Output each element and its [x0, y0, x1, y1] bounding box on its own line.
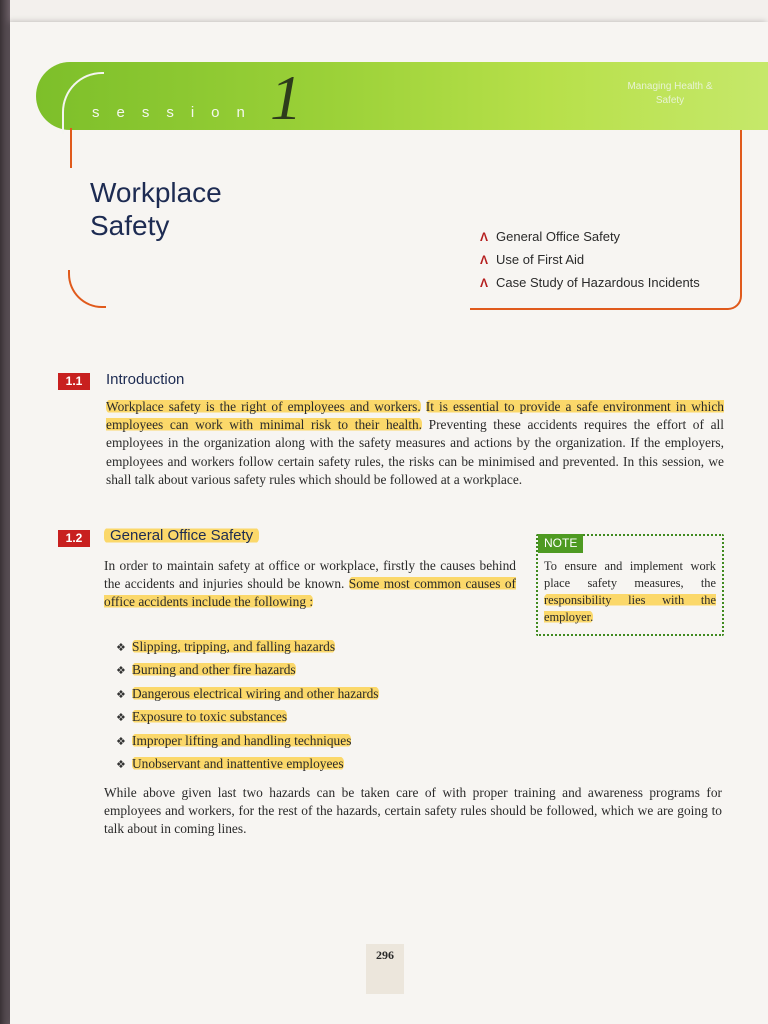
- section-heading: General Office Safety: [104, 527, 259, 544]
- highlight: Workplace safety is the right of employees and workers.: [106, 399, 421, 414]
- highlight: responsibility lies with the employer.: [544, 593, 716, 624]
- session-word: session: [92, 104, 262, 121]
- list-item: ❖ Dangerous electrical wiring and other hazards: [116, 683, 379, 706]
- diamond-bullet-icon: ❖: [116, 734, 126, 748]
- caret-icon: Λ: [480, 276, 489, 290]
- diamond-bullet-icon: ❖: [116, 711, 126, 725]
- hazards-list: [116, 636, 379, 776]
- highlight: Some most common causes of office accidents include the following :: [104, 576, 516, 610]
- note-text: To ensure and implement work place safety measures, the responsibility lies with the employer.: [544, 559, 716, 624]
- list-item: ❖ Slipping, tripping, and falling hazards: [116, 636, 379, 659]
- diamond-bullet-icon: ❖: [116, 641, 126, 654]
- orange-rule-decoration: [70, 128, 72, 168]
- diamond-bullet-icon: ❖: [116, 664, 126, 678]
- highlight: It is essential to provide a safe environment in which employees can work with minimal risk to their health.: [106, 399, 724, 433]
- title-line-1: Workplace: [90, 177, 222, 208]
- page-number: 296: [366, 944, 404, 994]
- session-number: 1: [270, 62, 302, 133]
- note-label: NOTE: [538, 534, 583, 553]
- list-item: ❖ Exposure to toxic substances: [116, 706, 379, 729]
- caret-icon: Λ: [480, 253, 489, 267]
- intro-paragraph: Workplace safety is the right of employees and workers. It is essential to provide a safe environment in which employees can work with minimal risk to their health. Preventing these accidents requires the effort of all employees in the organization along with the safety measures and actions by the organization. If the employers, employees and workers follow certain safety rules, the risks can be minimised and prevented. In this session, we shall talk about various safety rules which should be followed at a workplace.: [106, 399, 724, 487]
- book-spine-edge: [0, 0, 10, 1024]
- list-item: ❖ Improper lifting and handling techniques: [116, 730, 379, 753]
- diamond-bullet-icon: ❖: [116, 758, 126, 772]
- title-line-2: Safety: [90, 210, 170, 241]
- causes-paragraph: In order to maintain safety at office or workplace, firstly the causes behind the accidents and injuries should be known. Some most common causes of office accidents include the following :: [104, 558, 516, 610]
- section-number-badge: 1.2: [58, 530, 90, 547]
- module-tag: Managing Health & Safety: [627, 81, 713, 106]
- contents-item: Λ Use of First Aid: [480, 252, 585, 267]
- section-heading: Introduction: [106, 371, 185, 388]
- section-number-badge: 1.1: [58, 373, 90, 390]
- closing-paragraph: While above given last two hazards can be taken care of with proper training and awareness programs for employees and workers, for the rest of the hazards, certain safety rules should be followed, which we are going to talk about in coming lines.: [104, 785, 722, 837]
- page-title: [90, 176, 222, 242]
- diamond-bullet-icon: ❖: [116, 687, 126, 701]
- contents-item: Λ Case Study of Hazardous Incidents: [480, 275, 700, 290]
- contents-item: Λ General Office Safety: [480, 229, 621, 244]
- caret-icon: Λ: [480, 230, 489, 244]
- list-item: ❖ Burning and other fire hazards: [116, 659, 379, 682]
- list-item: ❖ Unobservant and inattentive employees: [116, 753, 379, 776]
